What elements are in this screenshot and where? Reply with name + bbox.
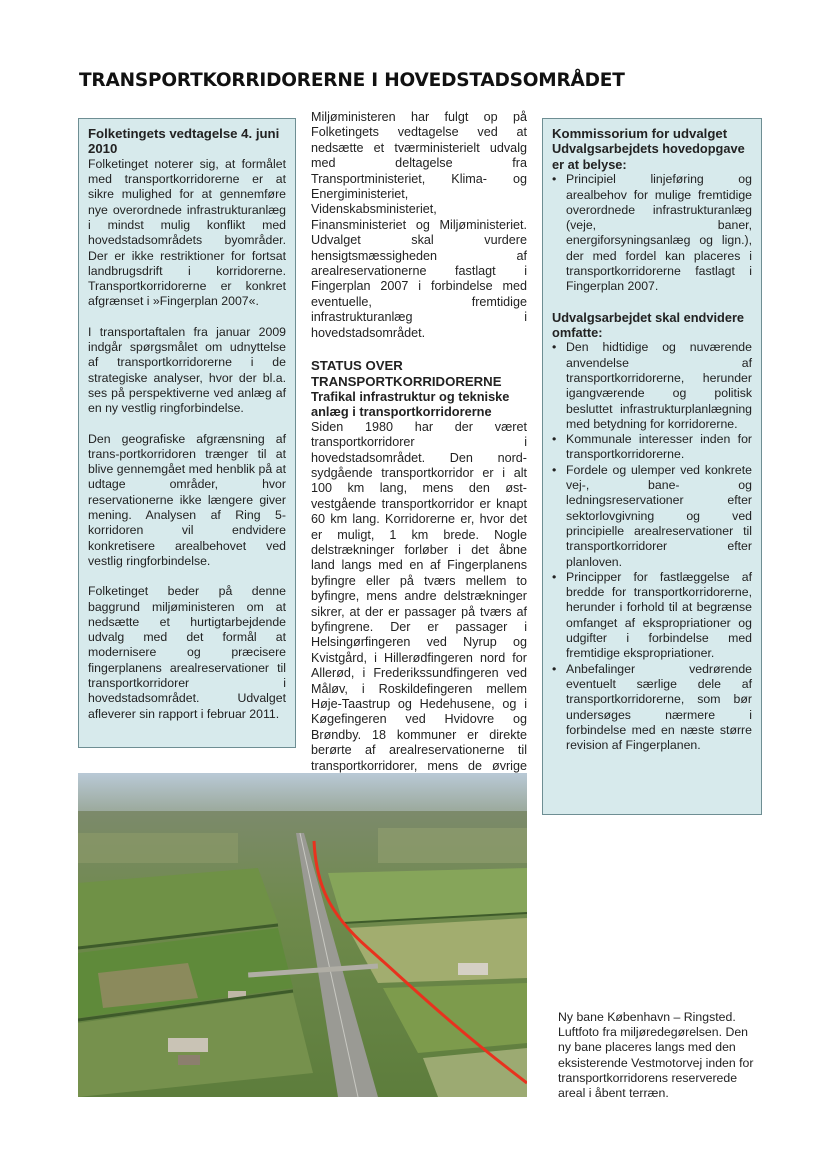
commission-subheading-main-task: Udvalgsarbejdets hovedopgave er at belyse: [552,141,745,172]
commission-subheading-also: Udvalgsarbejdet skal endvidere omfatte: [552,309,745,340]
list-item: • Kommunale interesser inden for transportkorridorerne. [552,432,752,462]
resolution-paragraph-2: I transportaftalen fra januar 2009 indgår spørgsmålet om udnyttelse af transportkorridorerne i de strategiske analyser, hvor der bl.a. ses på perspektiverne ved anlæg af en ny vestlig ringforbindelse. [88,324,286,416]
section-heading-status: STATUS OVER TRANSPORTKORRIDORERNE [311,358,502,389]
bullet-glyph: • [552,661,557,676]
intro-paragraph: Miljøministeren har fulgt op på Folketingets vedtagelse ved at nedsætte et tværministerielt udvalg med deltagelse fra Transportministeriet, Klima- og Energiministeriet, Videnskabsministeriet, Finansministeriet og Miljøministeriet. Udvalget skal vurdere hensigtsmæssigheden af arealreservationerne fastlagt i Fingerplan 2007 i forbindelse med eventuelle, fremtidige infrastrukturanlæg i hovedstadsområdet. [311,110,527,340]
resolution-paragraph-3: Den geografiske afgrænsning af trans-portkorridoren trænger til at blive gennemgået med henblik på at udtage områder, hvor reservationerne ikke længere giver mening. Analysen af Ring 5-korridoren vil endvidere konkretisere arealbehovet ved vestlig ringforbindelse. [88,431,286,568]
farm-buildings-2 [178,1055,200,1065]
bullet-glyph: • [552,462,557,477]
field-distant-1 [78,833,238,863]
list-item: • Principiel linjeføring og arealbehov for mulige fremtidige overordnede infrastrukturanlæg (veje, baner, energiforsyningsanlæg og lign.), der med fordel kan placeres i transportkorridorerne fastlagt i Fingerplan 2007. [552,172,752,294]
sub-heading-infrastructure: Trafikal infrastruktur og tekniske anlæg i transportkorridorerne [311,388,510,420]
main-task-list [552,172,752,294]
folketing-resolution-box [78,118,296,748]
photo-caption: Ny bane København – Ringsted. Luftfoto fra miljøredegørelsen. Den ny bane placeres langs med den eksisterende Vestmotorvej inden for transportkorridorens reserverede areal i åbent terræn. [558,1010,754,1101]
status-body-paragraph: Siden 1980 har der været transportkorridorer i hovedstadsområdet. Den nord-sydgående transportkorridor er i alt 100 km lang, mens den øst-vestgående transportkorridor er knapt 60 km lang. Korridorerne er, hvor det er muligt, 1 km brede. Nogle delstrækninger forløber i det åbne land langs med en af Fingerplanens byfingre eller på tværs mellem to byfingre, mens andre delstrækninger sikrer, at der er passager på tværs af byfingrene. Der er passager i Helsingørfingeren ved Nyrup og Kvistgård, i Hillerødfingeren nord for Allerød, i Frederikssundfingeren ved Måløv, i Roskildefingeren mellem Høje-Taastrup og Hedehusene, og i Køgefingeren ved Hvidovre og Brøndby. 18 kommuner er direkte berørte af arealreservationerne til transportkorridorer, mens de øvrige [311,419,527,773]
farm-buildings-1 [168,1038,208,1052]
additional-task-list [552,340,752,753]
commission-terms-box [542,118,762,815]
bullet-glyph: • [552,432,557,447]
resolution-paragraph-1: Folketinget noterer sig, at formålet med transportkorridorerne er at sikre mulighed for at gennemføre nye overordnede infrastrukturanlæg i mindst mulig konflikt med hovedstadsområdets byområder. Der er ikke restriktioner for fortsat landbrugsdrift i korridorerne. Transportkorridorerne er konkret afgrænset i »Fingerplan 2007«. [88,156,286,309]
list-item: • Den hidtidige og nuværende anvendelse af transportkorridorerne, herunder igangværende og politisk besluttet infrastrukturplanlægning med betydning for korridorerne. [552,340,752,431]
commission-heading: Kommissorium for udvalget [552,126,728,141]
resolution-heading: Folketingets vedtagelse 4. juni 2010 [88,126,280,157]
sky-band [78,773,527,813]
field-right-mid [348,918,527,983]
bullet-glyph: • [552,172,557,187]
list-item: • Fordele og ulemper ved konkrete vej-, bane- og ledningsreservationer efter sektorlovgivning og ved principielle arealreservationer til transportkorridorer efter planloven. [552,462,752,569]
farm-buildings-3 [458,963,488,975]
aerial-photo [78,773,527,1097]
main-text-column [311,110,527,805]
resolution-paragraph-4: Folketinget beder på denne baggrund miljøministeren om at nedsætte et hurtigtarbejdende udvalg med det formål at modernisere og præcisere fingerplanens arealreservationer til transportkorridorer i hovedstadsområdet. Udvalget afleverer sin rapport i februar 2011. [88,584,286,721]
list-item: • Anbefalinger vedrørende eventuelt særlige dele af transportkorridorerne, som bør undersøges nærmere i forbindelse med en næste større revision af Fingerplanen. [552,661,752,753]
list-item: • Principper for fastlæggelse af bredde for transportkorridorerne, herunder i forhold til at begrænse omfanget af ekspropriationer og udgifter i forbindelse med fremtidige ekspropriationer. [552,569,752,661]
bullet-glyph: • [552,340,557,355]
bullet-glyph: • [552,569,557,584]
page-title: TRANSPORTKORRIDORERNE I HOVEDSTADSOMRÅDET [79,70,625,91]
aerial-photo-illustration [78,773,527,1097]
field-distant-2 [378,828,527,863]
